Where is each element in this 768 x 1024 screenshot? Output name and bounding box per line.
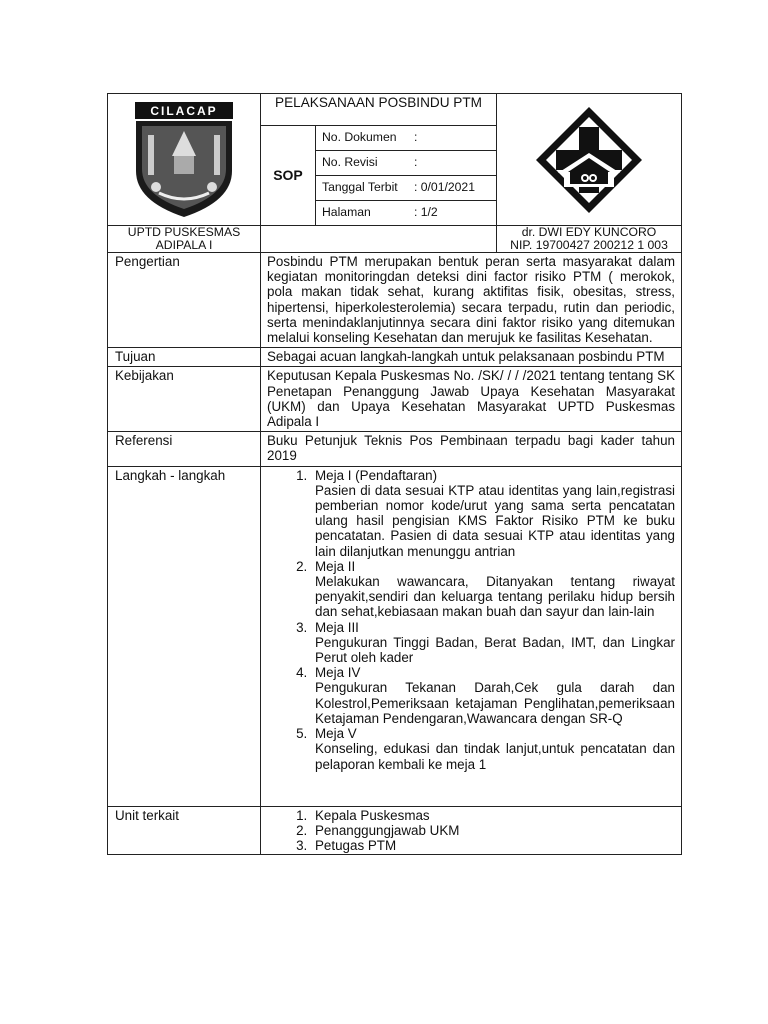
issue-date-field: Tanggal Terbit : 0/01/2021	[316, 176, 497, 201]
content-kebijakan: Keputusan Kepala Puskesmas No. /SK/ / / /2021 tentang tentang SK Penetapan Penanggung Jawab Upaya Kesehatan Masyarakat (UKM) dan Upaya Kesehatan Masyarakat UPTD Puskesmas Adipala I	[261, 367, 682, 432]
left-logo-cell	[108, 94, 261, 226]
list-item: 1. Kepala Puskesmas	[311, 808, 675, 823]
label-referensi: Referensi	[108, 432, 261, 466]
label-kebijakan: Kebijakan	[108, 367, 261, 432]
sop-document	[107, 93, 681, 855]
page-field: Halaman : 1/2	[316, 201, 497, 226]
empty-header-cell	[261, 226, 497, 253]
list-item: 1. Meja I (Pendaftaran) Pasien di data sesuai KTP atau identitas yang lain,registrasi pemberian nomor kode/urut yang sama serta pencatatan ulang hasil pengisian KMS Faktor Risiko PTM ke buku pencatatan. Pasien di data sesuai KTP atau identitas yang lain dilanjutkan menunggu antrian	[311, 468, 675, 559]
organization-name: UPTD PUSKESMAS ADIPALA I	[108, 226, 261, 253]
puskesmas-logo-icon	[534, 105, 644, 215]
sop-label: SOP	[261, 126, 316, 226]
list-item: 2. Penanggungjawab UKM	[311, 823, 675, 838]
content-pengertian: Posbindu PTM merupakan bentuk peran serta masyarakat dalam kegiatan monitoringdan deteksi dini factor risiko PTM ( merokok, pola makan tidak sehat, kurang aktifitas fisik, obesitas, stress, hipertensi, hiperkolesterolemia) secara terpadu, rutin dan periodic, serta menindaklanjutinnya secara dini faktor risiko yang ditemukan melalui konseling Kesehatan dan merujuk ke fasilitas Kesehatan.	[261, 253, 682, 348]
region-name: CILACAP	[150, 103, 218, 118]
label-unit-terkait: Unit terkait	[108, 806, 261, 855]
label-tujuan: Tujuan	[108, 348, 261, 367]
content-unit-terkait	[261, 806, 682, 855]
revision-field: No. Revisi :	[316, 151, 497, 176]
content-tujuan: Sebagai acuan langkah-langkah untuk pelaksanaan posbindu PTM	[261, 348, 682, 367]
list-item: 3. Petugas PTM	[311, 838, 675, 853]
sop-title: PELAKSANAAN POSBINDU PTM	[261, 94, 497, 126]
content-langkah	[261, 466, 682, 806]
sop-table	[107, 93, 682, 855]
langkah-list	[261, 468, 681, 772]
label-langkah: Langkah - langkah	[108, 466, 261, 806]
content-referensi: Buku Petunjuk Teknis Pos Pembinaan terpadu bagi kader tahun 2019	[261, 432, 682, 466]
list-item: 5. Meja V Konseling, edukasi dan tindak lanjut,untuk pencatatan dan pelaporan kembali ke meja 1	[311, 726, 675, 772]
doc-number-field: No. Dokumen :	[316, 126, 497, 151]
list-item: 2. Meja II Melakukan wawancara, Ditanyakan tentang riwayat penyakit,sendiri dan keluarga tentang perilaku hidup bersih dan sehat,kebiasaan makan buah dan sayur dan lain-lain	[311, 559, 675, 620]
list-item: 3. Meja III Pengukuran Tinggi Badan, Berat Badan, IMT, dan Lingkar Perut oleh kader	[311, 620, 675, 666]
signatory: dr. DWI EDY KUNCORO NIP. 19700427 200212 1 003	[497, 226, 682, 253]
cilacap-regency-emblem-icon	[134, 101, 234, 219]
label-pengertian: Pengertian	[108, 253, 261, 348]
right-logo-cell	[497, 94, 682, 226]
unit-list	[261, 808, 681, 854]
list-item: 4. Meja IV Pengukuran Tekanan Darah,Cek gula darah dan Kolestrol,Pemeriksaan ketajaman Penglihatan,pemeriksaan Ketajaman Pendengaran,Wawancara dengan SR-Q	[311, 665, 675, 726]
